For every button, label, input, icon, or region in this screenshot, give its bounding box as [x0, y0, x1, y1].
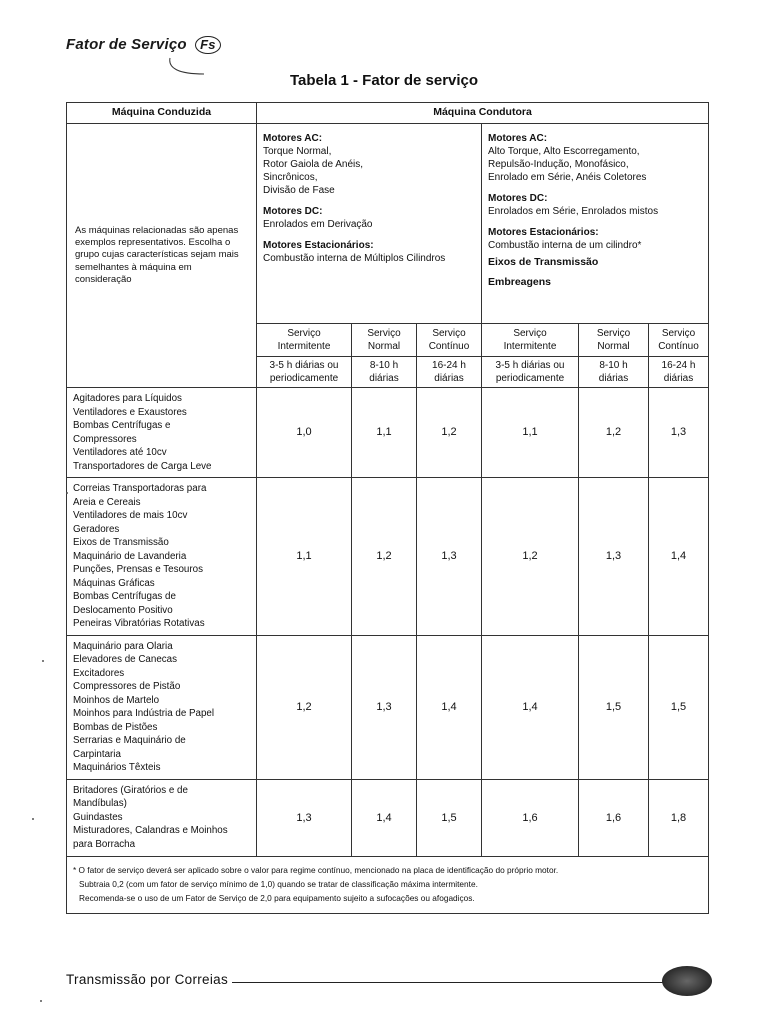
table-footnotes [67, 856, 709, 913]
right-motor-ac [488, 132, 702, 184]
machine-item: Eixos de Transmissão [73, 537, 169, 549]
factor-value: 1,4 [417, 635, 482, 779]
service-hours: 3-5 h diárias ou periodicamente [257, 357, 352, 388]
left-motor-group [257, 124, 482, 324]
service-hours: 16-24 h diárias [649, 357, 709, 388]
machine-item: Peneiras Vibratórias Rotativas [73, 618, 205, 630]
machine-item: Areia e Cereais [73, 496, 141, 508]
fs-mark: Fs [195, 36, 221, 54]
page-header-title [66, 36, 221, 54]
factor-value: 1,6 [579, 779, 649, 856]
selection-note: As máquinas relacionadas são apenas exemplos representativos. Escolha o grupo cujas características sejam mais semelhantes à máquina em consideração [67, 124, 257, 388]
footnote: * O fator de serviço deverá ser aplicado sobre o valor para regime contínuo, mencionado na placa de identificação do próprio motor. [73, 864, 559, 875]
machine-item: Excitadores [73, 667, 125, 679]
service-name: Serviço Contínuo [649, 324, 709, 357]
left-motor-ac-title: Motores AC: [263, 133, 323, 144]
transmission-shafts-label: Eixos de Transmissão [488, 256, 599, 268]
right-motor-stationary-title: Motores Estacionários: [488, 227, 599, 238]
motor-line: Torque Normal, [263, 146, 332, 157]
left-motor-dc [263, 205, 475, 231]
service-name: Serviço Intermitente [482, 324, 579, 357]
machine-item: Punções, Prensas e Tesouros [73, 564, 203, 576]
factor-value: 1,4 [482, 635, 579, 779]
factor-value: 1,5 [649, 635, 709, 779]
scan-speck [66, 492, 68, 494]
left-motor-ac [263, 132, 475, 197]
table-row [67, 478, 709, 636]
table-title: Tabela 1 - Fator de serviço [289, 72, 479, 89]
table-row [67, 388, 709, 478]
footnote: Subtraia 0,2 (com um fator de serviço mínimo de 1,0) quando se tratar de classificação máxima intermitente. [79, 878, 478, 889]
service-name: Serviço Normal [352, 324, 417, 357]
driver-machine-header: Máquina Condutora [257, 103, 709, 124]
machine-item: Maquinários Têxteis [73, 762, 161, 774]
factor-value: 1,5 [579, 635, 649, 779]
service-hours: 8-10 h diárias [352, 357, 417, 388]
motor-line: Enrolados em Série, Enrolados mistos [488, 206, 659, 217]
motor-line: Enrolados em Derivação [263, 219, 373, 230]
machine-item: Moinhos para Indústria de Papel [73, 708, 215, 720]
factor-value: 1,3 [579, 478, 649, 636]
right-motor-ac-title: Motores AC: [488, 133, 548, 144]
machine-item: Agitadores para Líquidos [73, 393, 182, 404]
left-motor-dc-title: Motores DC: [263, 206, 323, 217]
service-hours: 8-10 h diárias [579, 357, 649, 388]
machine-item: Carpintaria [73, 748, 121, 760]
machine-item: Guindastes [73, 811, 123, 823]
footer-rule [232, 982, 672, 983]
right-motor-group [482, 124, 709, 324]
factor-value: 1,6 [482, 779, 579, 856]
machine-item: Britadores (Giratórios e de [73, 784, 188, 796]
service-factor-table [66, 102, 709, 914]
machine-item: Misturadores, Calandras e Moinhos [73, 825, 228, 837]
machine-item: Moinhos de Martelo [73, 694, 160, 706]
driven-machine-header: Máquina Conduzida [67, 103, 257, 124]
table-row [67, 635, 709, 779]
machine-item: Geradores [73, 523, 120, 535]
right-motor-stationary [488, 226, 702, 252]
right-motor-dc [488, 192, 702, 218]
factor-value: 1,1 [482, 388, 579, 478]
service-hours: 16-24 h diárias [417, 357, 482, 388]
factor-value: 1,2 [352, 478, 417, 636]
machine-list [67, 635, 257, 779]
machine-item: para Borracha [73, 838, 136, 850]
factor-value: 1,3 [257, 779, 352, 856]
motor-line: Combustão interna de um cilindro* [488, 240, 642, 251]
machine-item: Serrarias e Maquinário de [73, 735, 186, 747]
machine-item: Máquinas Gráficas [73, 577, 155, 589]
motor-line: Sincrônicos, [263, 172, 318, 183]
machine-item: Correias Transportadoras para [73, 483, 207, 495]
machine-item: Maquinário de Lavanderia [73, 550, 187, 562]
service-hours: 3-5 h diárias ou periodicamente [482, 357, 579, 388]
machine-item: Ventiladores e Exaustores [73, 406, 187, 418]
machine-item: Transportadores de Carga Leve [73, 460, 212, 472]
motor-line: Combustão interna de Múltiplos Cilindros [263, 253, 446, 264]
motor-line: Alto Torque, Alto Escorregamento, [488, 146, 640, 157]
factor-value: 1,1 [257, 478, 352, 636]
machine-item: Compressores [73, 433, 137, 445]
machine-item: Ventiladores até 10cv [73, 447, 167, 459]
factor-value: 1,2 [417, 388, 482, 478]
factor-value: 1,3 [649, 388, 709, 478]
machine-list [67, 478, 257, 636]
motor-line: Enrolado em Série, Anéis Coletores [488, 172, 647, 183]
machine-item: Bombas Centrífugas de [73, 591, 176, 603]
footer-title: Transmissão por Correias [66, 972, 228, 987]
machine-item: Deslocamento Positivo [73, 604, 173, 616]
factor-value: 1,2 [257, 635, 352, 779]
header-title-text: Fator de Serviço [66, 36, 187, 53]
machine-list [67, 388, 257, 478]
factor-value: 1,3 [352, 635, 417, 779]
factor-value: 1,2 [482, 478, 579, 636]
machine-item: Mandíbulas) [73, 798, 127, 810]
service-name: Serviço Intermitente [257, 324, 352, 357]
service-name: Serviço Contínuo [417, 324, 482, 357]
page-number-badge [662, 966, 712, 996]
scan-speck [32, 818, 34, 820]
motor-line: Rotor Gaiola de Anéis, [263, 159, 364, 170]
machine-item: Maquinário para Olaria [73, 640, 173, 652]
factor-value: 1,4 [649, 478, 709, 636]
factor-value: 1,2 [579, 388, 649, 478]
machine-item: Bombas Centrífugas e [73, 420, 171, 432]
left-motor-stationary [263, 239, 475, 265]
scan-speck [40, 1000, 42, 1002]
factor-value: 1,8 [649, 779, 709, 856]
clutches-label: Embreagens [488, 275, 552, 288]
table-row [67, 779, 709, 856]
factor-value: 1,4 [352, 779, 417, 856]
machine-list [67, 779, 257, 856]
factor-value: 1,3 [417, 478, 482, 636]
factor-value: 1,5 [417, 779, 482, 856]
motor-line: Repulsão-Indução, Monofásico, [488, 159, 629, 170]
machine-item: Bombas de Pistões [73, 721, 158, 733]
factor-value: 1,0 [257, 388, 352, 478]
scan-speck [42, 660, 44, 662]
left-motor-stationary-title: Motores Estacionários: [263, 240, 374, 251]
machine-item: Elevadores de Canecas [73, 654, 178, 666]
machine-item: Compressores de Pistão [73, 681, 181, 693]
right-motor-dc-title: Motores DC: [488, 193, 548, 204]
motor-line: Divisão de Fase [263, 185, 335, 196]
footnote: Recomenda-se o uso de um Fator de Serviço de 2,0 para equipamento sujeito a sufocações ou afogadiços. [79, 892, 475, 903]
service-name: Serviço Normal [579, 324, 649, 357]
factor-value: 1,1 [352, 388, 417, 478]
machine-item: Ventiladores de mais 10cv [73, 510, 188, 522]
